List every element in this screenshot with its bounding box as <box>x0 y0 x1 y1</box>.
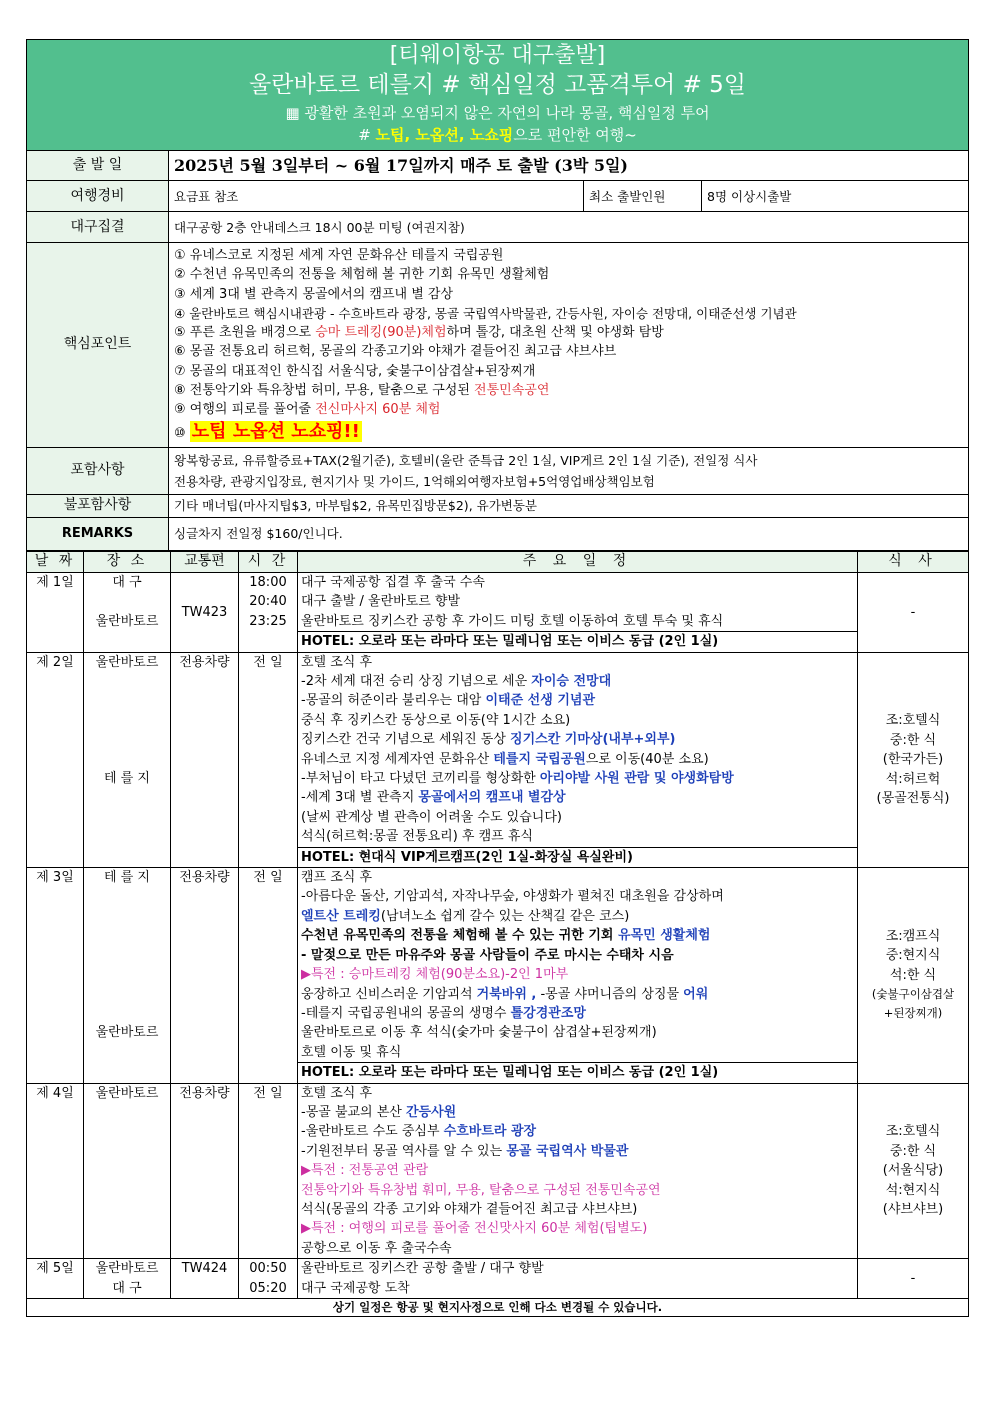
info-table <box>26 39 969 551</box>
footer-row <box>27 1299 969 1317</box>
departure-value: 2025년 5월 3일부터 ~ 6월 17일까지 매주 토 출발 (3박 5일) <box>169 151 969 181</box>
day4-date: 제 4일 <box>27 1083 84 1259</box>
day2-row <box>27 652 969 867</box>
day5-row <box>27 1259 969 1299</box>
day1-meal: - <box>858 572 969 652</box>
day4-transport: 전용차량 <box>171 1083 239 1259</box>
schedule-table <box>26 551 969 1317</box>
day3-date: 제 3일 <box>27 868 84 1083</box>
included-value: 왕복항공료, 유류할증료+TAX(2월기준), 호텔비(울란 준특급 2인 1실, VIP게르 2인 1실 기준), 전일정 식사 전용차량, 관광지입장료, 현지기사 및 가이드, 1억해외여행자보험+5억영업배상책임보험 <box>169 447 969 494</box>
point-10: ⑩ 노팁 노옵션 노쇼핑!! <box>174 420 360 442</box>
cost-label: 여행경비 <box>27 181 169 212</box>
point-2: ② 수천년 유목민족의 전통을 체험해 볼 귀한 기회 유목민 생활체험 <box>174 267 550 283</box>
day5-meal: - <box>858 1259 969 1299</box>
day1-hotel: HOTEL: 오로라 또는 라마다 또는 밀레니엄 또는 이비스 동급 (2인 1실) <box>298 631 857 651</box>
day1-place: 대 구 울란바토르 <box>84 572 171 652</box>
day3-itinerary: 캠프 조식 후 -아름다운 돌산, 기암괴석, 자작나무숲, 야생화가 펼쳐진 대초원을 감상하며 엘트산 트레킹(남녀노소 쉽게 갈수 있는 산책길 같은 코스) 수천년 유목민족의 전통을 체험해 볼 수 있는 귀한 기회 유목민 생활체험 - 말젖으로 만든 마유주와 몽골 사람들이 주로 마시는 수태차 시음 ▶특전 : 승마트레킹 체험(90분소요)-2인 1마부 웅장하고 신비스러운 기암괴석 거북바위 , -몽골 샤머니즘의 상징물 어워 -테를지 국립공원내의 몽골의 생명수 톨강경관조망 울란바토르로 이동 후 석식(숯가마 숯불구이 삼겹살+된장찌개) 호텔 이동 및 휴식 HOTEL: 오로라 또는 라마다 또는 밀레니엄 또는 이비스 동급 (2인 1실) <box>298 868 858 1083</box>
subtitle-line: ▦ 광활한 초원과 오염되지 않은 자연의 나라 몽골, 핵심일정 투어 <box>285 104 710 122</box>
points-row <box>27 243 969 448</box>
included-label: 포함사항 <box>27 447 169 494</box>
day5-place: 울란바토르 대 구 <box>84 1259 171 1299</box>
point-9: ⑨ 여행의 피로를 풀어줄 전신마사지 60분 체험 <box>174 402 441 418</box>
day5-times: 00:50 05:20 <box>239 1259 298 1299</box>
day2-time: 전 일 <box>239 652 298 867</box>
day2-meal: 조:호텔식 중:한 식 (한국가든) 석:허르헉 (몽골전통식) <box>858 652 969 867</box>
departure-label: 출 발 일 <box>27 151 169 181</box>
point-8: ⑧ 전통악기와 특유창법 허미, 무용, 탈춤으로 구성된 전통민속공연 <box>174 383 550 399</box>
day2-hotel: HOTEL: 현대식 VIP게르캠프(2인 1실-화장실 욕실완비) <box>298 847 857 867</box>
day3-place: 테 를 지 울란바토르 <box>84 868 171 1083</box>
point-3: ③ 세계 3대 별 관측지 몽골에서의 캠프내 별 감상 <box>174 286 454 302</box>
point-1: ① 유네스코로 지정된 세계 자연 문화유산 테를지 국립공원 <box>174 248 504 263</box>
day1-flight: TW423 <box>171 572 239 652</box>
day2-transport: 전용차량 <box>171 652 239 867</box>
meet-label: 대구집결 <box>27 212 169 243</box>
day4-row <box>27 1083 969 1259</box>
header-date: 날 짜 <box>27 551 84 572</box>
departure-row <box>27 151 969 181</box>
day4-itinerary: 호텔 조식 후 -몽골 불교의 본산 간등사원 -울란바토르 수도 중심부 수흐바트라 광장 -기원전부터 몽골 역사를 알 수 있는 몽골 국립역사 박물관 ▶특전 : 전통공연 관람 전통악기와 특유창법 훠미, 무용, 탈춤으로 구성된 전통민속공연 석식(몽골의 각종 고기와 야채가 곁들어진 최고급 샤브샤브) ▶특전 : 여행의 피로를 풀어줄 전신맛사지 60분 체험(팁별도) 공항으로 이동 후 출국수속 <box>298 1083 858 1259</box>
day2-itinerary: 호텔 조식 후 -2차 세계 대전 승리 상징 기념으로 세운 자이승 전망대 -몽골의 허준이라 불리우는 대암 이태준 선생 기념관 중식 후 징키스칸 동상으로 이동(약 1시간 소요) 징키스칸 건국 기념으로 세워진 동상 징기스칸 기마상(내부+외부) 유네스코 지정 세계자연 문화유산 테를지 국립공원으로 이동(40분 소요) -부처님이 타고 다녔던 코끼리를 형상화한 아리야발 사원 관람 및 야생화탐방 -세계 3대 별 관측지 몽골에서의 캠프내 별감상 (날씨 관계상 별 관측이 어려울 수도 있습니다) 석식(허르헉:몽골 전통요리) 후 캠프 휴식 HOTEL: 현대식 VIP게르캠프(2인 1실-화장실 욕실완비) <box>298 652 858 867</box>
excluded-value: 기타 매너팁(마사지팁$3, 마부팁$2, 유목민집방문$2), 유가변동분 <box>169 494 969 517</box>
remarks-row <box>27 517 969 550</box>
cost-value: 요금표 참조 <box>169 181 584 212</box>
title-banner <box>27 40 969 151</box>
title-line2: 울란바토르 테를지 # 핵심일정 고품격투어 # 5일 <box>249 72 746 98</box>
day3-row <box>27 868 969 1083</box>
point-7: ⑦ 몽골의 대표적인 한식집 서울식당, 숯불구이삼겹살+된장찌개 <box>174 363 536 379</box>
point-6: ⑥ 몽골 전통요리 허르헉, 몽골의 각종고기와 야채가 곁들어진 최고급 샤브샤브 <box>174 344 617 360</box>
day5-date: 제 5일 <box>27 1259 84 1299</box>
day3-hotel: HOTEL: 오로라 또는 라마다 또는 밀레니엄 또는 이비스 동급 (2인 1실) <box>298 1062 857 1082</box>
excluded-row <box>27 494 969 517</box>
no-tip-line: # 노팁, 노옵션, 노쇼핑으로 편안한 여행~ <box>358 126 637 144</box>
day1-row <box>27 572 969 652</box>
header-time: 시 간 <box>239 551 298 572</box>
header-meal: 식 사 <box>858 551 969 572</box>
footer-note: 상기 일정은 항공 및 현지사정으로 인해 다소 변경될 수 있습니다. <box>27 1299 969 1317</box>
meet-row <box>27 212 969 243</box>
day1-times: 18:00 20:40 23:25 <box>239 572 298 652</box>
day2-place: 울란바토르 테 를 지 <box>84 652 171 867</box>
day3-meal: 조:캠프식 중:현지식 석:한 식 (숯불구이삼겹살 +된장찌개) <box>858 868 969 1083</box>
cost-row <box>27 181 969 212</box>
day4-time: 전 일 <box>239 1083 298 1259</box>
point-5: ⑤ 푸른 초원을 배경으로 승마 트레킹(90분)체험하며 톨강, 대초원 산책 및 야생화 탐방 <box>174 325 664 341</box>
min-value: 8명 이상시출발 <box>702 181 969 212</box>
schedule-header <box>27 551 969 572</box>
header-place: 장 소 <box>84 551 171 572</box>
remarks-label: REMARKS <box>27 517 169 550</box>
min-label: 최소 출발인원 <box>584 181 702 212</box>
excluded-label: 불포함사항 <box>27 494 169 517</box>
day2-date: 제 2일 <box>27 652 84 867</box>
day4-meal: 조:호텔식 중:한 식 (서울식당) 석:현지식 (샤브샤브) <box>858 1083 969 1259</box>
day3-time: 전 일 <box>239 868 298 1083</box>
header-schedule: 주 요 일 정 <box>298 551 858 572</box>
day1-itinerary: 대구 국제공항 집결 후 출국 수속 대구 출발 / 울란바토르 향발 울란바토르 징키스칸 공항 후 가이드 미팅 호텔 이동하여 호텔 투숙 및 휴식 HOTEL: 오로라 또는 라마다 또는 밀레니엄 또는 이비스 동급 (2인 1실) <box>298 572 858 652</box>
day1-date: 제 1일 <box>27 572 84 652</box>
tour-document <box>26 39 968 1317</box>
points-list <box>169 243 969 448</box>
header-transport: 교통편 <box>171 551 239 572</box>
point-4: ④ 울란바토르 핵심시내관광 - 수흐바트라 광장, 몽골 국립역사박물관, 간등사원, 자이승 전망대, 이태준선생 기념관 <box>174 305 797 321</box>
points-label: 핵심포인트 <box>27 243 169 448</box>
title-line1: [티웨이항공 대구출발] <box>389 43 606 68</box>
day4-place: 울란바토르 <box>84 1083 171 1259</box>
day5-flight: TW424 <box>171 1259 239 1299</box>
meet-value: 대구공항 2층 안내데스크 18시 00분 미팅 (여권지참) <box>169 212 969 243</box>
remarks-value: 싱글차지 전일정 $160/인니다. <box>169 517 969 550</box>
day5-itinerary: 울란바토르 징키스칸 공항 출발 / 대구 향발 대구 국제공항 도착 <box>298 1259 858 1299</box>
included-row <box>27 447 969 494</box>
day3-transport: 전용차량 <box>171 868 239 1083</box>
